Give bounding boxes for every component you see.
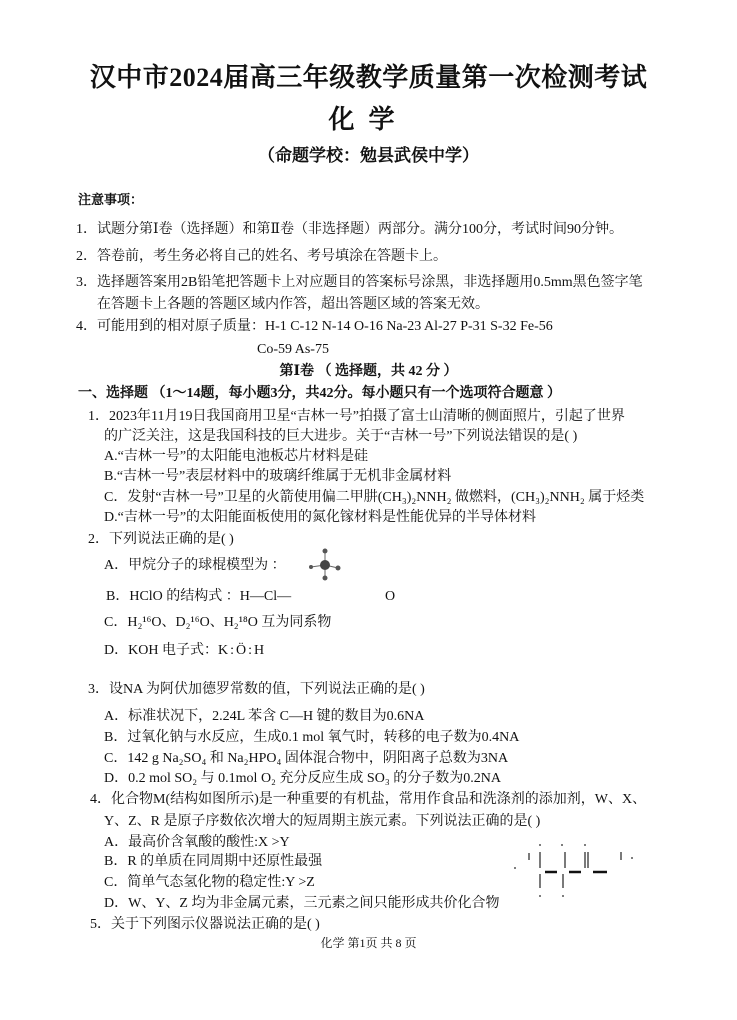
q3-option-c: C．142 g Na₂SO₄ 和 Na₂HPO₄ 固体混合物中，阴阳离子总数为3NA bbox=[104, 751, 509, 766]
q1-option-a: A.“吉林一号”的太阳能电池板芯片材料是硅 bbox=[104, 449, 369, 464]
q3-option-a: A．标准状况下，2.24L 苯含 C—H 键的数目为0.6NA bbox=[104, 709, 425, 724]
notice-item: 在答题卡上各题的答题区域内作答，超出答题区域的答案无效。 bbox=[97, 297, 489, 312]
q3-option-d: D．0.2 mol SO₂ 与 0.1mol O₂ 充分反应生成 SO₃ 的分子数为0.2NA bbox=[104, 771, 501, 786]
q2-option-a: A．甲烷分子的球棍模型为 ： bbox=[104, 558, 286, 573]
notice-item: 2．答卷前，考生务必将自己的姓名、考号填涂在答题卡上。 bbox=[76, 249, 447, 264]
q4-stem: Y、Z、R 是原子序数依次增大的短周期主族元素。下列说法正确的是( ) bbox=[104, 814, 541, 829]
exam-title: 汉中市2024届高三年级教学质量第一次检测考试 bbox=[89, 63, 648, 92]
q3-option-b: B．过氧化钠与水反应，生成0.1 mol 氧气时，转移的电子数为0.4NA bbox=[104, 730, 520, 745]
q2-option-c: C．H₂¹⁶O、D₂¹⁶O、H₂¹⁸O 互为同系物 bbox=[104, 615, 332, 630]
q4-stem: 4．化合物M(结构如图所示)是一种重要的有机盐，常用作食品和洗涤剂的添加剂，W、X、 bbox=[90, 792, 647, 807]
notice-heading: 注意事项： bbox=[78, 192, 144, 207]
compound-m-structure bbox=[510, 840, 635, 900]
notice-item: Co-59 As-75 bbox=[257, 342, 329, 357]
subject-title: 化学 bbox=[328, 105, 409, 134]
q2-option-b: B．HClO 的结构式 ：H—Cl— bbox=[106, 589, 292, 604]
q1-option-b: B.“吉林一号”表层材料中的玻璃纤维属于无机非金属材料 bbox=[104, 469, 452, 484]
notice-item: 3．选择题答案用2B铅笔把答题卡上对应题目的答案标号涂黑，非选择题用0.5mm黑色签字笔 bbox=[76, 275, 643, 290]
methane-ball-stick-model bbox=[305, 547, 345, 583]
page-footer: 化学 第1页 共 8 页 bbox=[320, 936, 417, 950]
q4-option-b: B．R 的单质在同周期中还原性最强 bbox=[104, 854, 323, 869]
q2-option-b-oxygen: O bbox=[385, 589, 396, 604]
koh-electron-formula: K:Ö:H bbox=[218, 643, 267, 658]
school-line: （命题学校：勉县武侯中学） bbox=[258, 146, 479, 165]
q2-stem: 2．下列说法正确的是( ) bbox=[88, 532, 234, 547]
q1-stem: 的广泛关注，这是我国科技的巨大进步。关于“吉林一号”下列说法错误的是( ) bbox=[104, 429, 578, 444]
volume-title: 第Ⅰ卷 （ 选择题，共 42 分 ） bbox=[279, 364, 458, 379]
q4-option-c: C．简单气态氢化物的稳定性:Y >Z bbox=[104, 875, 315, 890]
q1-option-d: D.“吉林一号”的太阳能面板使用的氮化镓材料是性能优异的半导体材料 bbox=[104, 510, 537, 525]
q4-option-d: D．W、Y、Z 均为非金属元素，三元素之间只能形成共价化合物 bbox=[104, 896, 500, 911]
part-title: 一、选择题 （1～14题，每小题3分，共42分。每小题只有一个选项符合题意 ） bbox=[78, 386, 561, 401]
q5-stem: 5．关于下列图示仪器说法正确的是( ) bbox=[90, 917, 320, 932]
notice-item: 4．可能用到的相对原子质量：H-1 C-12 N-14 O-16 Na-23 Al-27 P-31 S-32 Fe-56 bbox=[76, 319, 553, 334]
notice-item: 1．试题分第Ⅰ卷（选择题）和第Ⅱ卷（非选择题）两部分。满分100分，考试时间90分钟。 bbox=[76, 222, 624, 237]
q2-option-d: D．KOH 电子式： bbox=[104, 643, 218, 658]
q1-stem: 1．2023年11月19日我国商用卫星“吉林一号”拍摄了富士山清晰的侧面照片，引起了世界 bbox=[88, 409, 625, 424]
q3-stem: 3．设NA 为阿伏加德罗常数的值，下列说法正确的是( ) bbox=[88, 682, 425, 697]
q4-option-a: A．最高价含氧酸的酸性:X >Y bbox=[104, 835, 290, 850]
q1-option-c: C．发射“吉林一号”卫星的火箭使用偏二甲肼(CH₃)₂NNH₂ 做燃料，(CH₃)₂NNH₂ 属于烃类 bbox=[104, 490, 645, 505]
